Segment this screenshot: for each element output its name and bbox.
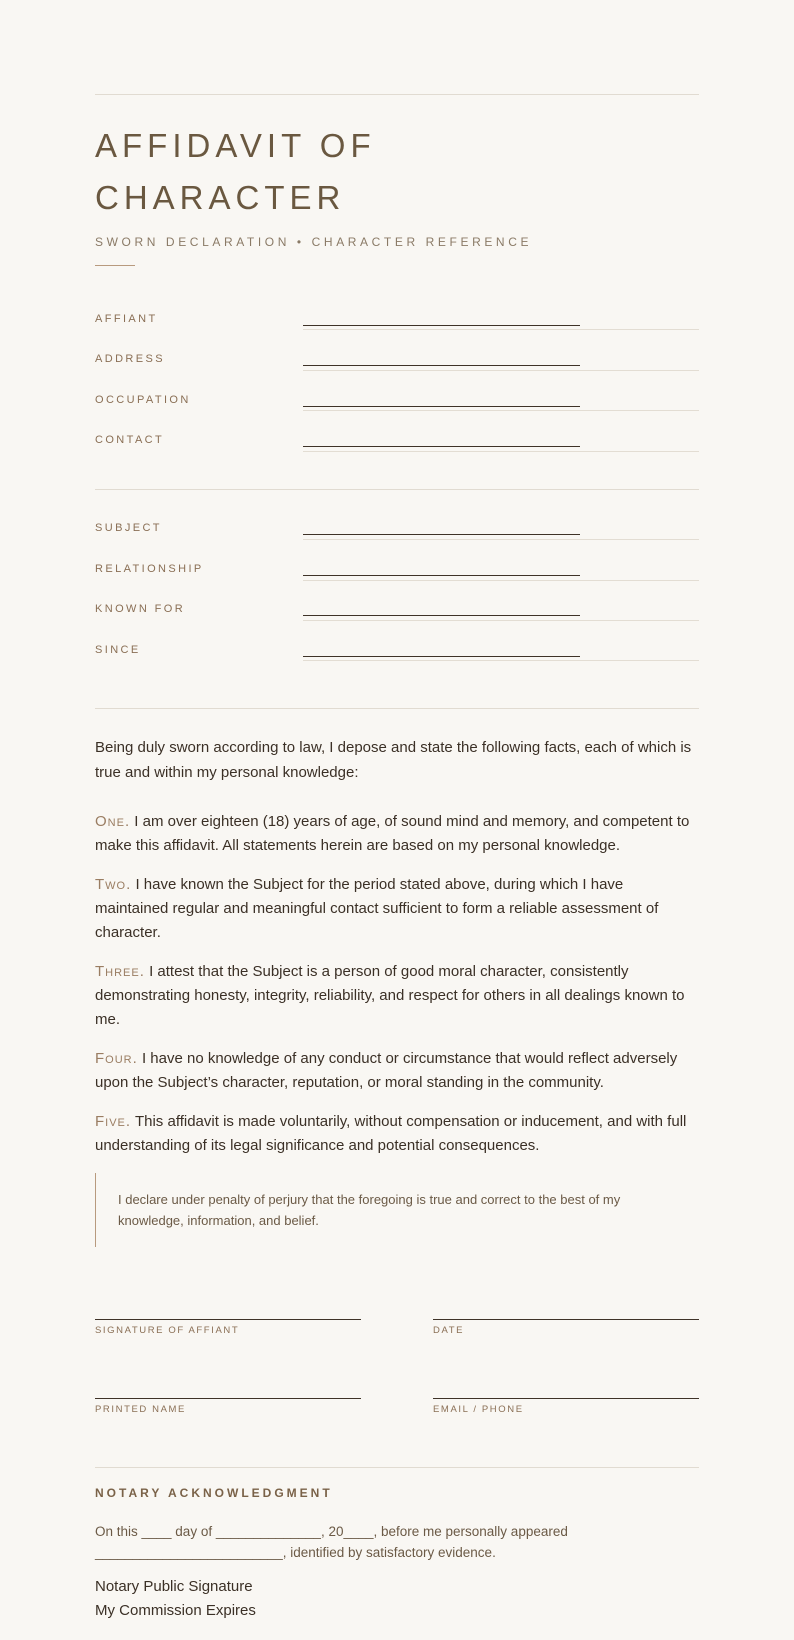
- email-phone-line[interactable]: [433, 1398, 699, 1399]
- clause-number: Five.: [95, 1113, 132, 1130]
- field-relationship: [95, 562, 699, 602]
- page-title: [95, 120, 699, 224]
- field-occupation: [95, 390, 699, 430]
- field-underline: [303, 539, 699, 540]
- section-divider: [95, 708, 699, 709]
- commission-expires-label: My Commission Expires: [95, 1602, 256, 1619]
- field-label: RELATIONSHIP: [95, 563, 204, 575]
- relationship-input-line[interactable]: [303, 575, 580, 576]
- signature-affiant-label: SIGNATURE OF AFFIANT: [95, 1325, 240, 1336]
- field-label: SUBJECT: [95, 522, 162, 534]
- known-for-input-line[interactable]: [303, 615, 580, 616]
- clause-two: [95, 873, 699, 945]
- title-line-1: AFFIDAVIT OF: [95, 127, 376, 164]
- field-contact: [95, 430, 699, 470]
- top-rule: [95, 94, 699, 95]
- signature-section: [95, 1289, 699, 1539]
- clause-three: [95, 960, 699, 1032]
- email-phone-block: [433, 1398, 699, 1415]
- clause-text: I have known the Subject for the period stated above, during which I have maintained regular and meaningful contact sufficient to form a reliable assessment of character.: [95, 876, 659, 941]
- field-label: SINCE: [95, 644, 141, 656]
- notary-lines: [95, 1575, 699, 1623]
- field-underline: [303, 451, 699, 452]
- field-underline: [303, 410, 699, 411]
- clause-five: [95, 1110, 699, 1158]
- clauses: [95, 810, 699, 1158]
- since-input-line[interactable]: [303, 656, 580, 657]
- clause-number: Three.: [95, 963, 145, 980]
- clause-number: Four.: [95, 1050, 138, 1067]
- field-subject: [95, 522, 699, 562]
- clause-text: I am over eighteen (18) years of age, of sound mind and memory, and competent to make this affidavit. All statements herein are based on my personal knowledge.: [95, 813, 690, 854]
- field-label: ADDRESS: [95, 353, 165, 365]
- printed-name-block: [95, 1398, 361, 1415]
- occupation-input-line[interactable]: [303, 406, 580, 407]
- field-underline: [303, 660, 699, 661]
- date-block: [433, 1319, 699, 1336]
- subject-fields: [95, 522, 699, 682]
- email-phone-label: EMAIL / PHONE: [433, 1404, 524, 1415]
- clause-text: I attest that the Subject is a person of good moral character, consistently demonstrating honesty, integrity, reliability, and respect for others in all dealings known to me.: [95, 963, 685, 1028]
- title-line-2: CHARACTER: [95, 179, 346, 216]
- clause-number: Two.: [95, 876, 132, 893]
- notary-signature-label: Notary Public Signature: [95, 1578, 253, 1595]
- field-address: [95, 350, 699, 390]
- section-divider: [95, 1467, 699, 1468]
- field-known-for: [95, 602, 699, 642]
- notary-text: On this ____ day of ______________, 20____, before me personally appeared _________________________, identified by satisfactory evidence.: [95, 1524, 568, 1560]
- affiant-input-line[interactable]: [303, 325, 580, 326]
- notary-heading: NOTARY ACKNOWLEDGMENT: [95, 1486, 333, 1500]
- affidavit-document: [95, 94, 699, 1623]
- address-input-line[interactable]: [303, 365, 580, 366]
- signature-affiant-line[interactable]: [95, 1319, 361, 1320]
- contact-input-line[interactable]: [303, 446, 580, 447]
- printed-name-line[interactable]: [95, 1398, 361, 1399]
- clause-one: [95, 810, 699, 858]
- section-divider: [95, 489, 699, 490]
- subject-input-line[interactable]: [303, 534, 580, 535]
- signature-affiant-block: [95, 1319, 361, 1336]
- field-label: CONTACT: [95, 434, 165, 446]
- printed-name-label: PRINTED NAME: [95, 1404, 186, 1415]
- intro-paragraph: Being duly sworn according to law, I depose and state the following facts, each of which is true and within my personal knowledge:: [95, 739, 692, 781]
- clause-text: I have no knowledge of any conduct or circumstance that would reflect adversely upon the Subject’s character, reputation, or moral standing in the community.: [95, 1050, 678, 1091]
- date-line[interactable]: [433, 1319, 699, 1320]
- field-underline: [303, 620, 699, 621]
- accent-rule: [95, 265, 135, 266]
- clause-four: [95, 1047, 699, 1095]
- field-label: OCCUPATION: [95, 394, 191, 406]
- field-underline: [303, 329, 699, 330]
- clause-number: One.: [95, 813, 131, 830]
- perjury-declaration: I declare under penalty of perjury that the foregoing is true and correct to the best of my knowledge, information, and belief.: [95, 1173, 699, 1247]
- field-label: KNOWN FOR: [95, 603, 186, 615]
- field-affiant: [95, 310, 699, 350]
- affiant-fields: [95, 310, 699, 470]
- date-label: DATE: [433, 1325, 465, 1336]
- field-label: AFFIANT: [95, 313, 158, 325]
- field-underline: [303, 370, 699, 371]
- field-since: [95, 642, 699, 682]
- field-underline: [303, 580, 699, 581]
- page-subtitle: SWORN DECLARATION • CHARACTER REFERENCE: [95, 235, 533, 249]
- clause-text: This affidavit is made voluntarily, without compensation or inducement, and with full understanding of its legal significance and potential consequences.: [95, 1113, 687, 1154]
